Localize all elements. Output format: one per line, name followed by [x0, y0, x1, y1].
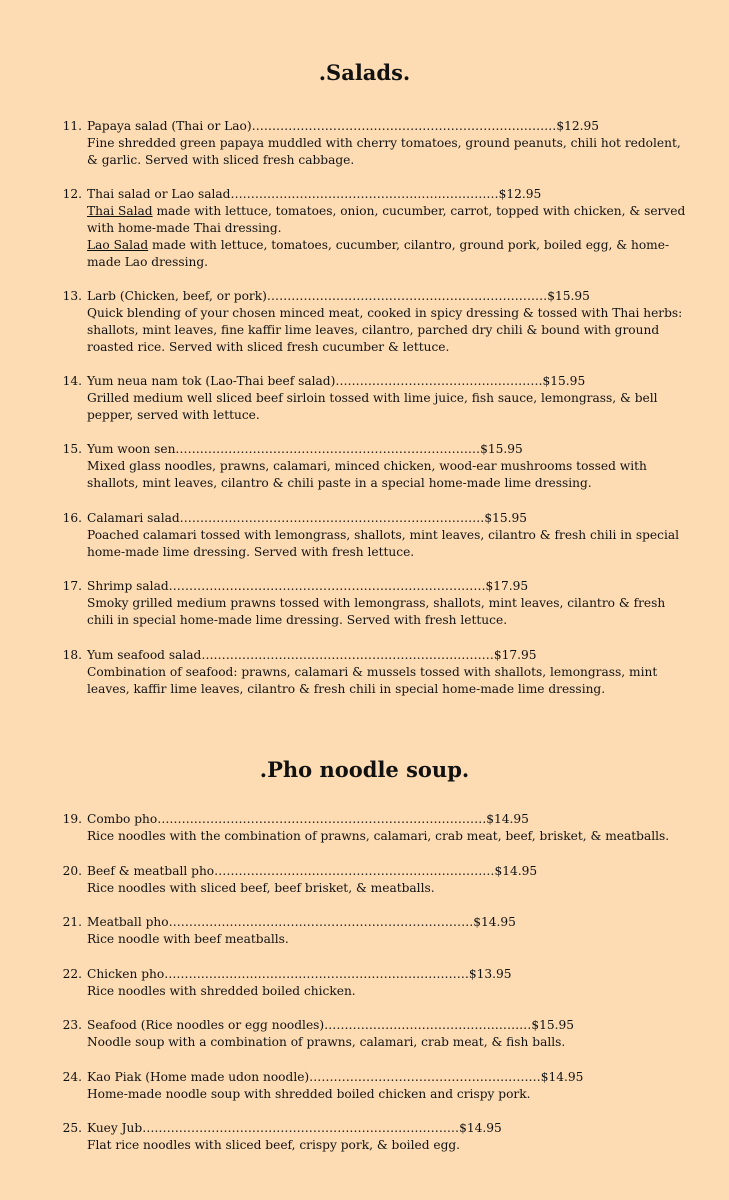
section-title-salads: .Salads.: [318, 60, 411, 85]
salad-type-label: Lao Salad: [87, 238, 149, 252]
item-description: Quick blending of your chosen minced meat, cooked in spicy dressing & tossed with Thai herbs: shallots, mint leaves, fine kaffir lime leaves, cilantro, parched dry chili & bound with ground roasted rice. Served with sliced fresh cucumber & lettuce.: [87, 306, 683, 354]
item-number: 24.: [62, 1070, 82, 1084]
item-description: Rice noodles with sliced beef, beef brisket, & meatballs.: [87, 881, 435, 895]
item-description: Home-made noodle soup with shredded boiled chicken and crispy pork.: [87, 1087, 531, 1101]
item-heading: Yum woon sen…………………………………………………………………$15.95: [87, 442, 523, 456]
item-description: Flat rice noodles with sliced beef, crispy pork, & boiled egg.: [87, 1138, 461, 1152]
item-description: Rice noodles with the combination of prawns, calamari, crab meat, beef, brisket, & meatballs.: [87, 829, 670, 843]
item-number: 15.: [62, 442, 82, 456]
item-heading: Meatball pho…………………………………………………………………$14.95: [87, 915, 516, 929]
item-description: [87, 203, 687, 237]
item-body: [87, 811, 687, 845]
item-number: 11.: [62, 119, 82, 133]
item-body: [87, 510, 687, 561]
item-body: [87, 1069, 687, 1103]
item-heading: Papaya salad (Thai or Lao)…………………………………………………………………$12.95: [87, 119, 599, 133]
item-description: Rice noodle with beef meatballs.: [87, 932, 289, 946]
item-body: [87, 966, 687, 1000]
item-heading: Chicken pho…………………………………………………………………$13.95: [87, 967, 512, 981]
item-body: [87, 118, 687, 169]
item-description: Noodle soup with a combination of prawns, calamari, crab meat, & fish balls.: [87, 1035, 566, 1049]
item-number: 18.: [62, 648, 82, 662]
item-body: [87, 863, 687, 897]
item-number: 23.: [62, 1018, 82, 1032]
item-description: Poached calamari tossed with lemongrass, shallots, mint leaves, cilantro & fresh chili in special home-made lime dressing. Served with fresh lettuce.: [87, 528, 680, 559]
section-title-pho: .Pho noodle soup.: [259, 757, 470, 782]
item-heading: Seafood (Rice noodles or egg noodles)……………………………………………$15.95: [87, 1018, 575, 1032]
item-description: Mixed glass noodles, prawns, calamari, minced chicken, wood-ear mushrooms tossed with shallots, mint leaves, cilantro & chili paste in a special home-made lime dressing.: [87, 459, 647, 490]
item-heading: Beef & meatball pho……………………………………………………………$14.95: [87, 864, 538, 878]
item-body: [87, 914, 687, 948]
item-heading: Thai salad or Lao salad…………………………………………………………$12.95: [87, 187, 542, 201]
salad-type-description: made with lettuce, tomatoes, cucumber, cilantro, ground pork, boiled egg, & home-made Lao dressing.: [87, 238, 670, 269]
item-heading: Kao Piak (Home made udon noodle)…………………………………………………$14.95: [87, 1070, 584, 1084]
item-body: [87, 1120, 687, 1154]
item-number: 13.: [62, 289, 82, 303]
item-body: [87, 441, 687, 492]
item-body: [87, 647, 687, 698]
item-description: [87, 237, 687, 271]
item-description: Combination of seafood: prawns, calamari & mussels tossed with shallots, lemongrass, mint leaves, kaffir lime leaves, cilantro & fresh chili in special home-made lime dressing.: [87, 665, 658, 696]
item-number: 17.: [62, 579, 82, 593]
item-body: [87, 1017, 687, 1051]
item-heading: Yum neua nam tok (Lao-Thai beef salad)……………………………………………$15.95: [87, 374, 586, 388]
item-number: 12.: [62, 187, 82, 201]
item-body: [87, 578, 687, 629]
item-heading: Kuey Jub……………………………………………………………………$14.95: [87, 1121, 502, 1135]
item-heading: Combo pho………………………………………………………………………$14.95: [87, 812, 529, 826]
item-body: [87, 373, 687, 424]
item-heading: Calamari salad…………………………………………………………………$15.95: [87, 511, 527, 525]
item-number: 14.: [62, 374, 82, 388]
item-description: Grilled medium well sliced beef sirloin tossed with lime juice, fish sauce, lemongrass, & bell pepper, served with lettuce.: [87, 391, 658, 422]
item-number: 19.: [62, 812, 82, 826]
item-description: Rice noodles with shredded boiled chicken.: [87, 984, 356, 998]
item-heading: Larb (Chicken, beef, or pork)……………………………………………………………$15.95: [87, 289, 590, 303]
item-description: Fine shredded green papaya muddled with cherry tomatoes, ground peanuts, chili hot redolent, & garlic. Served with sliced fresh cabbage.: [87, 136, 681, 167]
item-number: 20.: [62, 864, 82, 878]
item-body: [87, 288, 687, 356]
salad-type-description: made with lettuce, tomatoes, onion, cucumber, carrot, topped with chicken, & served with home-made Thai dressing.: [87, 204, 686, 235]
item-body: [87, 186, 687, 271]
item-number: 16.: [62, 511, 82, 525]
item-description: Smoky grilled medium prawns tossed with lemongrass, shallots, mint leaves, cilantro & fresh chili in special home-made lime dressing. Served with fresh lettuce.: [87, 596, 666, 627]
item-heading: Shrimp salad……………………………………………………………………$17.95: [87, 579, 529, 593]
item-number: 25.: [62, 1121, 82, 1135]
salad-type-label: Thai Salad: [87, 204, 153, 218]
item-heading: Yum seafood salad………………………………………………………………$17.95: [87, 648, 537, 662]
item-number: 21.: [62, 915, 82, 929]
item-number: 22.: [62, 967, 82, 981]
